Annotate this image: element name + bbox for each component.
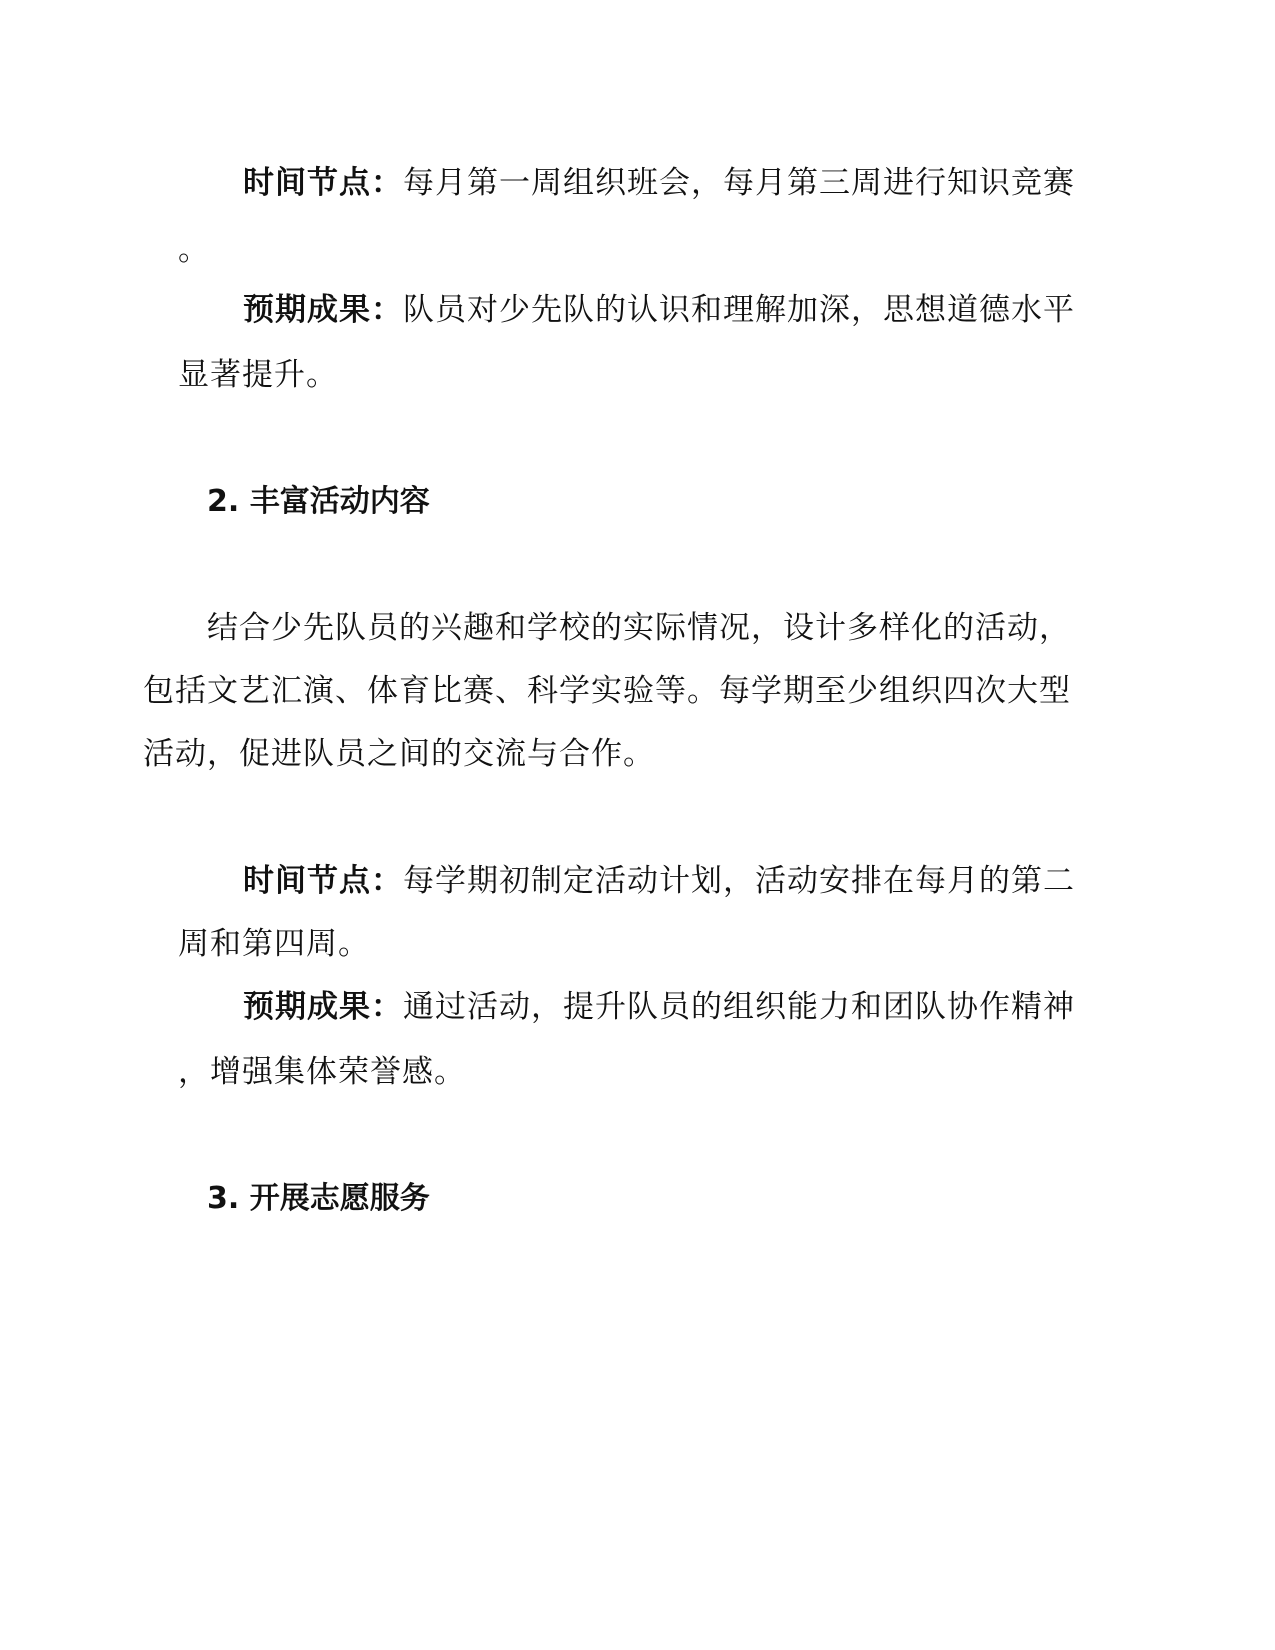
time-node-line-2: 。 [178,232,210,268]
time-node-text: 每月第一周组织班会，每月第三周进行知识竞赛 [403,165,1075,201]
time-node-line-1 [243,861,1075,901]
expected-result-label: 预期成果： [243,989,403,1025]
time-node-text: 每学期初制定活动计划，活动安排在每月的第二 [403,863,1075,899]
expected-result-line-1 [243,290,1075,330]
expected-result-line-2: 显著提升。 [178,357,338,393]
expected-result-text: 队员对少先队的认识和理解加深，思想道德水平 [403,292,1075,328]
paragraph-line-2: 包括文艺汇演、体育比赛、科学实验等。每学期至少组织四次大型 [143,673,1071,709]
expected-result-text: 通过活动，提升队员的组织能力和团队协作精神 [403,989,1075,1025]
time-node-line-2: 周和第四周。 [178,926,370,962]
paragraph-line-3: 活动，促进队员之间的交流与合作。 [143,736,655,772]
expected-result-line-1 [243,987,1075,1027]
paragraph-line-1: 结合少先队员的兴趣和学校的实际情况，设计多样化的活动， [207,610,1071,646]
time-node-line-1 [243,163,1075,203]
time-node-label: 时间节点： [243,165,403,201]
section-heading-3: 3. 开展志愿服务 [207,1181,430,1216]
section-heading-2: 2. 丰富活动内容 [207,484,430,519]
time-node-label: 时间节点： [243,863,403,899]
expected-result-label: 预期成果： [243,292,403,328]
expected-result-line-2: ，增强集体荣誉感。 [178,1054,466,1090]
